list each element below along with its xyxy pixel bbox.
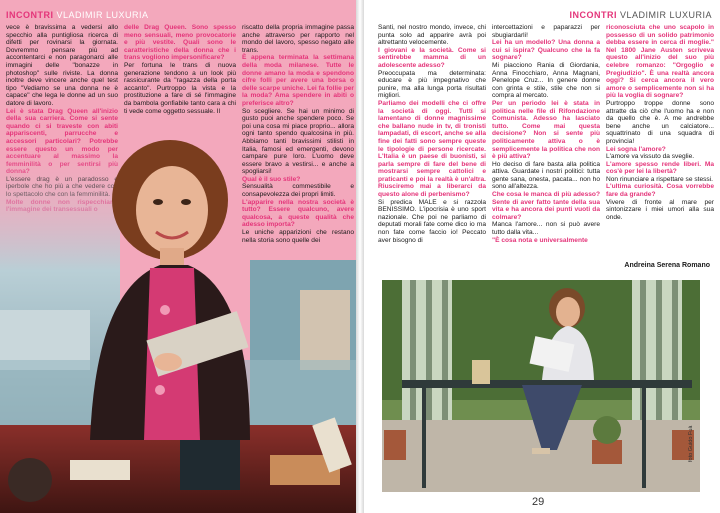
- interview-question: L'amore spesso rende liberi. Ma cos'è per lei la libertà?: [606, 160, 714, 176]
- interview-question: Che cosa le manca di più adesso? Sente di aver fatto tante della sua vita e ha ancora dei punti vuoti da colmare?: [492, 191, 600, 221]
- text-column-left-2: [124, 24, 236, 136]
- author-signature: Andreina Serena Romano: [624, 262, 710, 269]
- interview-question: Lei sogna l'amore?: [606, 145, 666, 153]
- interview-answer: Vivere di fronte al mare per sintonizzare i miei umori alla sua onde.: [606, 198, 714, 221]
- text-column-right-3: [606, 24, 714, 266]
- interview-answer: Mi piacciono Rania di Giordania, Anna Finocchiaro, Anna Magnani, Penelope Cruz... In genere donne con grinta e stile, stile che non si compra al mercato.: [492, 61, 600, 100]
- interview-question: Qual è il suo stile?: [242, 175, 301, 183]
- interview-answer: Preoccupata ma determinata: educare è più impegnativo che punire, ma alla lunga porta risultati migliori.: [378, 69, 486, 100]
- interview-question: Per un periodo lei è stata in politica nelle file di Rifondazione Comunista. Adesso ha lasciato tutto. Come mai questa decisione? Non si sente più politicamente attiva o è semplicemente la politica che non è più attiva?: [492, 99, 600, 161]
- interview-question: L'apparire nella nostra società è tutto? Essere qualcuno, avere qualcosa, a queste qualità che adesso importa?: [242, 198, 354, 229]
- interview-question: Lei è stata Drag Queen all'inizio della sua carriera. Come si sente quando ci si traveste con abiti appariscenti, parrucche e: [6, 107, 118, 138]
- text-column-right-1: [378, 24, 486, 282]
- interview-question: delle Drag Queen. Sono spesso meno sensuali, meno provocatorie e più vestite. Quali sono le caratteristiche della donna che i trans vogliono impersonificare?: [124, 24, 236, 62]
- interview-answer: Per fortuna le trans di nuova generazione tendono a un look più rassicurante da "ragazza della porta accanto". Purtroppo la vista e la prostituzione a fare di sé l'immagine da bambola gonfiabile tanto cara a chi ti vede come oggetto sessuale. Il: [124, 61, 236, 115]
- interview-answer: So scegliere. Se hai un minimo di gusto puoi anche spendere poco. Se poi una cosa mi piace proprio... allora ogni tanto spendo qualcosina in più. Abbiamo tanti bravissimi stilisti in Italia, famosi ed emergenti, devono campare pure loro. L'uomo deve essere bravo a vestirsi... e anche a spogliarsi!: [242, 107, 354, 176]
- interview-answer: L'amore va vissuto da sveglie.: [606, 153, 695, 161]
- interview-answer: Santi, nel nostro mondo, invece, chi punta solo ad apparire avrà poi altrettanto velocemente.: [378, 24, 486, 47]
- interview-question: I giovani e la società. Come si sentirebbe mamma di un adolescente adesso?: [378, 46, 486, 69]
- interview-question: È appena terminata la settimana della moda milanese. Tutte le donne amano la moda e spendono cifre folli per avere una borsa o delle scarpe uniche. Lei fa follie per la moda? Ama spendere in abiti o preferisce altro?: [242, 54, 354, 107]
- garden-photo: [382, 280, 700, 492]
- interview-question: "È cosa nota e universalmente: [492, 236, 588, 244]
- interview-question: Lei ha un modello? Una donna a cui si ispira? Qualcuno che la fa sognare?: [492, 39, 600, 62]
- interview-question: L'ultima curiosità. Cosa vorrebbe fare da grande?: [606, 183, 714, 199]
- interview-answer: Non rinunciare a rispettare se stessi.: [606, 175, 714, 183]
- interview-answer: Purtroppo troppe donne sono attratte da ciò che l'uomo ha e non da quello che è. A me andrebbe bene anche un calciatore... squattrinato di una squadra di provincia!: [606, 99, 714, 145]
- section-header-left: [6, 10, 149, 20]
- section-label-right: INCONTRI: [569, 10, 617, 20]
- interview-answer: Le uniche apparizioni che restano nella storia sono quelle dei: [242, 229, 354, 244]
- text-column-right-2: [492, 24, 600, 282]
- interview-answer: intercettazioni e paparazzi per sbugiardarli!: [492, 24, 600, 39]
- page-gutter: [356, 0, 364, 513]
- section-header-right: [569, 10, 712, 20]
- interview-question: riconosciuta che uno scapolo in possesso di un solido patrimonio debba essere in cerca di moglie." Nel 1800 Jane Austen scriveva questo all'inizio del suo più celebre romanzo: "Orgoglio e Pregiudizio". È una realtà ancora oggi? Si cerca ancora il vero amore o semplicemente non si ha più la voglia di sognare?: [606, 24, 714, 100]
- right-page: [364, 0, 720, 513]
- interviewee-name-right: VLADIMIR LUXURIA: [619, 10, 712, 20]
- photo-credit: foto Guido Fuà: [688, 425, 694, 462]
- page-number: 29: [532, 496, 545, 508]
- left-page: [0, 0, 358, 513]
- interview-answer: Manca l'amore... non si può avere tutto dalla vita...: [492, 221, 600, 237]
- interview-answer: Ho deciso di fare basta alla politica attiva. Guardate i nostri politici: tutta gente sana, onesta, pacata... non ho sono all'altezza.: [492, 160, 600, 191]
- interview-answer: riscatto della propria immagine passa anche attraverso per rapporto nel mondo del lavoro, spesso negato alle trans.: [242, 24, 354, 54]
- interview-question: Parliamo dei modelli che ci offre la società di oggi. Tutti si lamentano di donne magnissime che ballano nude in tv, di tronisti lampadati, di escort, anche se alla fine dei fatti sono sempre queste le tipologie di persone ricercate. L'Italia è un paese di buonisti, si parla sempre di fare del bene di mostrarsi sempre cattolici e praticanti e poi la realtà è un'altra. Riusciremo mai a liberarci da questo alone di perbenismo?: [378, 99, 486, 199]
- portrait-photo: [0, 140, 358, 513]
- interview-answer: Si predica MALE e si razzola BENISSIMO. L'ipocrisia è uno sport nazionale. Che poi ne parliamo di deputati morali fate come dico io ma non fate come faccio io! Peccato aver bisogno di: [378, 198, 486, 244]
- section-label: INCONTRI: [6, 10, 54, 20]
- interviewee-name: VLADIMIR LUXURIA: [56, 10, 149, 20]
- interview-answer: Sensualità commestibile e consapevolezza dei propri limiti.: [242, 183, 354, 199]
- interview-answer: vece è bravissima a vedersi allo specchio alla puntigliosa ricerca di difetti per rovinarsi la giornata. Dovremmo pensare più ad accontentarci e non paragonarci alle immagini delle "bonazze in photoshop" sulle riviste. La donna inoltre deve vincere anche quel test tipo "Vediamo se una donna ne è capace" che lega le donne ad un suo datore di lavoro.: [6, 24, 118, 107]
